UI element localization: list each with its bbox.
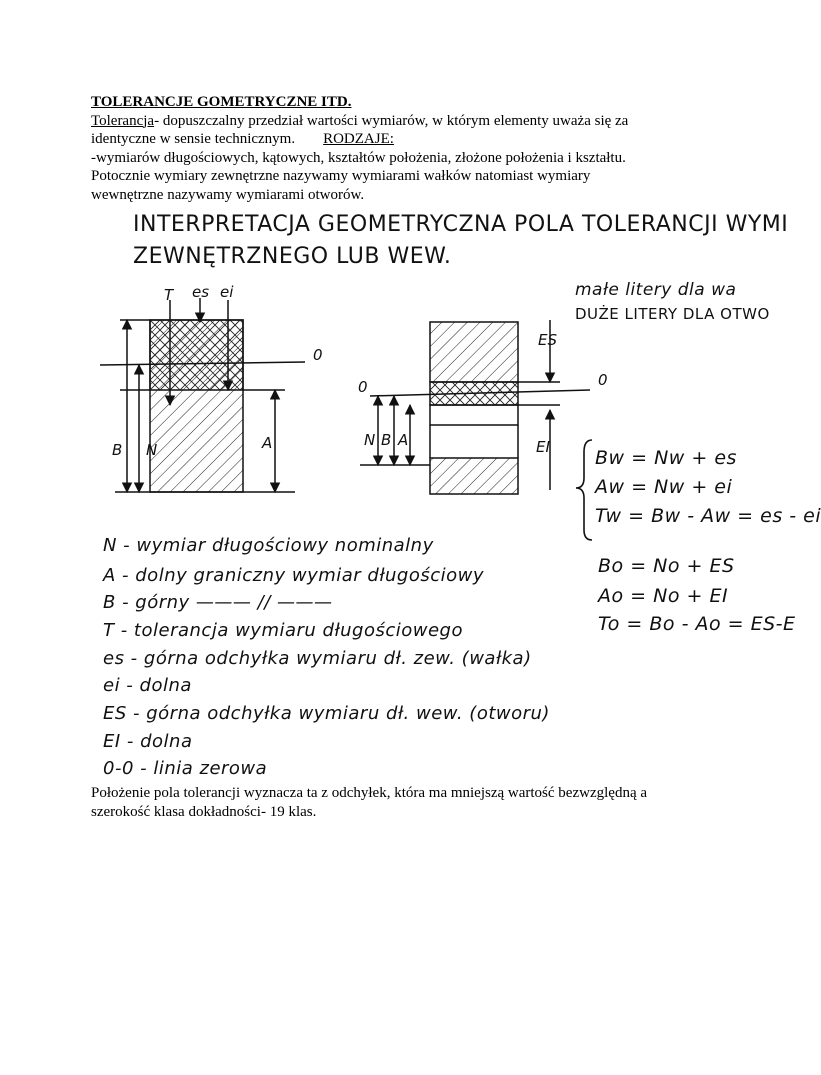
shaft-drawing xyxy=(100,298,305,492)
shaft-label-N: N xyxy=(146,441,158,459)
side-note-1: małe litery dla wa xyxy=(575,280,737,300)
legend-item: B - górny ——— // ——— xyxy=(103,592,333,613)
shaft-label-A: A xyxy=(262,434,273,452)
shaft-label-B: B xyxy=(112,441,123,459)
hole-label-B: B xyxy=(381,431,392,449)
shaft-label-T: T xyxy=(164,286,174,304)
definition-text-1: - dopuszczalny przedział wartości wymiarów, w którym elementy uważa się za xyxy=(154,112,629,129)
footer-line-1: Położenie pola tolerancji wyznacza ta z odchyłek, która ma mniejszą wartość bezwzględną a xyxy=(91,785,648,801)
note-line-1: Potocznie wymiary zewnętrzne nazywamy wymiarami wałków natomiast wymiary xyxy=(91,168,591,184)
shaft-label-ei: ei xyxy=(220,283,234,301)
page-title: TOLERANCJE GOMETRYCZNE ITD. xyxy=(91,94,352,110)
footer-line-2: szerokość klasa dokładności- 19 klas. xyxy=(91,803,317,820)
hole-label-EI: EI xyxy=(536,438,550,456)
note-line-2: wewnętrzne nazywamy wymiarami otworów. xyxy=(91,186,365,203)
legend-item: EI - dolna xyxy=(103,731,193,752)
formula-shaft-T: Tw = Bw - Aw = es - ei xyxy=(595,505,821,527)
legend-item: 0-0 - linia zerowa xyxy=(103,758,268,779)
hole-label-A: A xyxy=(398,431,409,449)
hole-label-zero-left: 0 xyxy=(358,378,368,396)
formula-brace xyxy=(576,440,592,540)
shaft-label-es: es xyxy=(192,283,210,301)
shaft-label-zero: 0 xyxy=(313,346,323,364)
legend-item: T - tolerancja wymiaru długościowego xyxy=(103,620,463,641)
legend-item: es - górna odchyłka wymiaru dł. zew. (wałka) xyxy=(103,648,532,669)
formula-hole-T: To = Bo - Ao = ES-E xyxy=(598,613,796,635)
formula-shaft-B: Bw = Nw + es xyxy=(595,447,737,469)
definition-term: Tolerancja xyxy=(91,112,155,129)
legend-item: A - dolny graniczny wymiar długościowy xyxy=(103,565,485,586)
legend-item: N - wymiar długościowy nominalny xyxy=(103,535,434,556)
legend-item: ES - górna odchyłka wymiaru dł. wew. (otworu) xyxy=(103,703,550,724)
legend-item: ei - dolna xyxy=(103,675,192,696)
hole-label-N: N xyxy=(364,431,376,449)
sketch-heading-1: INTERPRETACJA GEOMETRYCZNA POLA TOLERANCJI WYMI xyxy=(133,212,789,237)
sketch-heading-2: ZEWNĘTRZNEGO LUB WEW. xyxy=(133,244,452,269)
types-label: RODZAJE: xyxy=(323,131,394,147)
hole-label-zero-right: 0 xyxy=(598,371,608,389)
footer-block xyxy=(91,784,691,821)
side-note-2: DUŻE LITERY DLA OTWO xyxy=(575,305,770,323)
formula-shaft-A: Aw = Nw + ei xyxy=(595,476,733,498)
formula-hole-B: Bo = No + ES xyxy=(598,555,735,577)
types-list: -wymiarów długościowych, kątowych, kształtów położenia, złożone położenia i kształtu. xyxy=(91,149,626,166)
hole-label-ES: ES xyxy=(538,331,557,349)
definition-text-2: identyczne w sensie technicznym. xyxy=(91,131,296,147)
formula-hole-A: Ao = No + EI xyxy=(598,585,729,607)
